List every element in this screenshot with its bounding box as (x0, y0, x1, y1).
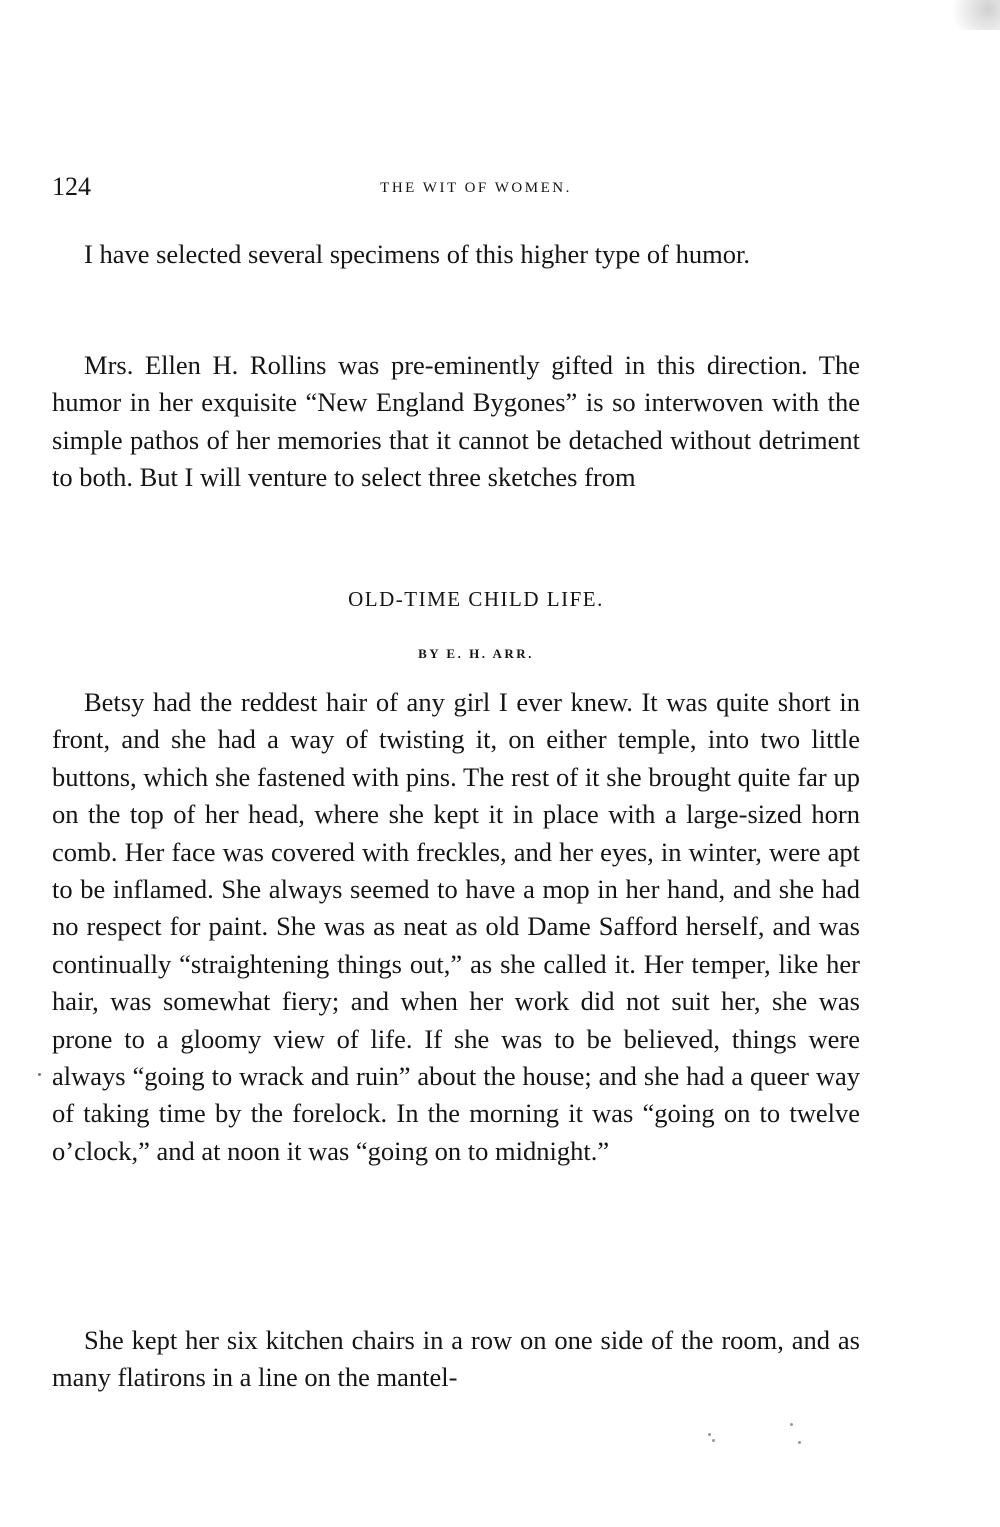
byline: BY E. H. ARR. (418, 646, 534, 661)
scan-artifact (940, 0, 1000, 30)
paragraph-intro: I have selected several specimens of this higher type of humor. (84, 239, 750, 269)
page-header (52, 172, 860, 202)
running-head: THE WIT OF WOMEN. (380, 180, 572, 196)
paragraph-betsy: Betsy had the reddest hair of any girl I ever knew. It was quite short in front, and she had a way of twisting it, on either temple, into two little buttons, which she fastened with pins. The rest of it she brought quite far up on the top of her head, where she kept it in place with a large-sized horn comb. Her face was covered with freckles, and her eyes, in winter, were apt to be inflamed. She always seemed to have a mop in her hand, and she had no respect for paint. She was as neat as old Dame Safford herself, and was continually “straightening things out,” as she called it. Her temper, like her hair, was somewhat fiery; and when her work did not suit her, she was prone to a gloomy view of life. If she was to be believed, things were always “going to wrack and ruin” about the house; and she had a queer way of taking time by the forelock. In the morning it was “going on to twelve o’clock,” and at noon it was “going on to midnight.” (52, 687, 860, 1166)
section-title: OLD-TIME CHILD LIFE. (348, 587, 604, 611)
paragraph-rollins: Mrs. Ellen H. Rollins was pre-eminently gifted in this direction. The humor in her exquisite “New England Bygones” is so interwoven with the simple pathos of her memories that it cannot be detached without detriment to both. But I will venture to select three sketches from (52, 350, 860, 493)
margin-mark (38, 1073, 41, 1076)
page-number: 124 (52, 172, 91, 201)
scan-specks-bottom (680, 1415, 820, 1455)
paragraph-chairs: She kept her six kitchen chairs in a row on one side of the room, and as many flatirons in a line on the mantel- (52, 1325, 860, 1393)
